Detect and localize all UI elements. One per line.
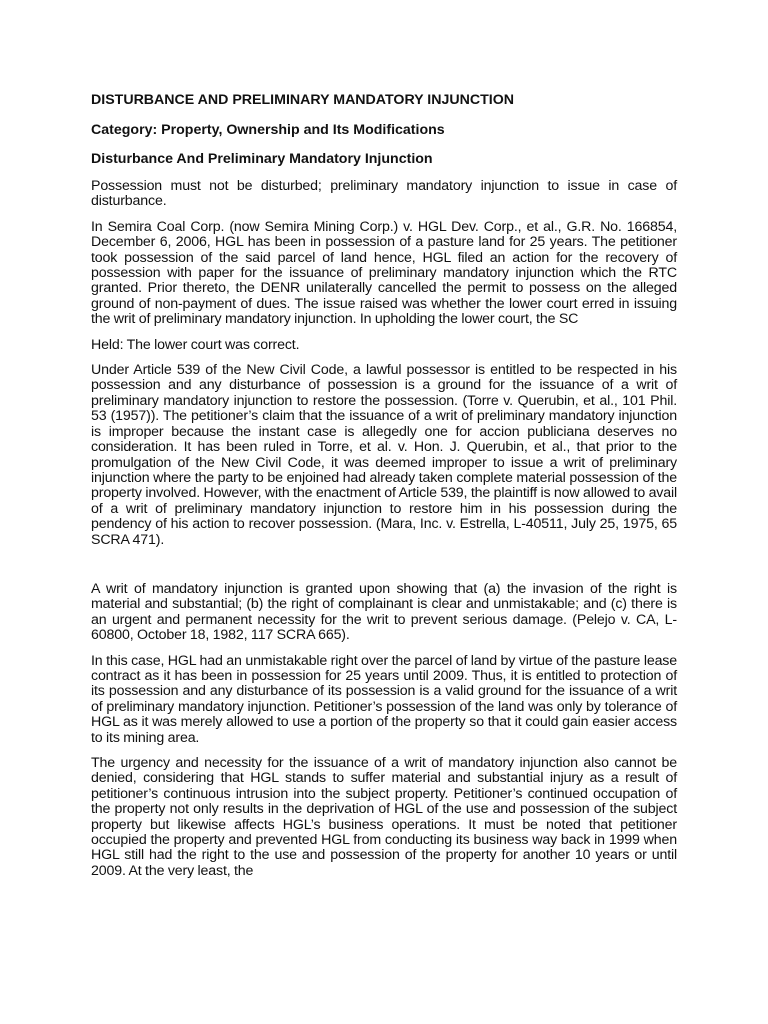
- paragraph-held: Held: The lower court was correct.: [91, 336, 300, 353]
- paragraph-case-facts: In Semira Coal Corp. (now Semira Mining Corp.) v. HGL Dev. Corp., et al., G.R. No. 166854, December 6, 2006, HGL has been in possession of a pasture land for 25 years. The petitioner took possession of the said parcel of land hence, HGL filed an action for the recovery of possession with paper for the issuance of preliminary mandatory injunction which the RTC granted. Prior thereto, the DENR unilaterally cancelled the permit to possess on the alleged ground of non-payment of dues. The issue raised was whether the lower court erred in issuing the writ of preliminary mandatory injunction. In upholding the lower court, the SC: [91, 218, 677, 328]
- paragraph-urgency: The urgency and necessity for the issuance of a writ of mandatory injunction also cannot be denied, considering that HGL stands to suffer material and substantial injury as a result of petitioner’s continuous intrusion into the subject property. Petitioner’s continued occupation of the property not only results in the deprivation of HGL of the use and possession of the subject property but likewise affects HGL’s business operations. It must be noted that petitioner occupied the property and prevented HGL from conducting its business way back in 1999 when HGL still had the right to the use and possession of the property for another 10 years or until 2009. At the very least, the: [91, 755, 677, 879]
- paragraph-gap: [91, 558, 677, 582]
- document-title: DISTURBANCE AND PRELIMINARY MANDATORY INJUNCTION: [91, 92, 515, 108]
- paragraph-summary: Possession must not be disturbed; preliminary mandatory injunction to issue in case of disturbance.: [91, 178, 677, 210]
- document-content: [91, 90, 677, 889]
- paragraph-hgl-right: In this case, HGL had an unmistakable right over the parcel of land by virtue of the pasture lease contract as it has been in possession for 25 years until 2009. Thus, it is entitled to protection of its possession and any disturbance of its possession is a valid ground for the issuance of a writ of preliminary mandatory injunction. Petitioner’s possession of the land was only by tolerance of HGL as it was merely allowed to use a portion of the property so that it could gain easier access to its mining area.: [91, 652, 677, 746]
- document-subtitle: Disturbance And Preliminary Mandatory Injunction: [91, 151, 433, 167]
- paragraph-article-539: Under Article 539 of the New Civil Code, a lawful possessor is entitled to be respected in his possession and any disturbance of possession is a ground for the issuance of a writ of preliminary mandatory injunction to restore the possession. (Torre v. Querubin, et al., 101 Phil. 53 (1957)). The petitioner’s claim that the issuance of a writ of preliminary mandatory injunction is improper because the instant case is allegedly one for accion publiciana deserves no consideration. It has been ruled in Torre, et al. v. Hon. J. Querubin, et al., that prior to the promulgation of the New Civil Code, it was deemed improper to issue a writ of preliminary injunction where the party to be enjoined had already taken complete material possession of the property involved. However, with the enactment of Article 539, the plaintiff is now allowed to avail of a writ of preliminary mandatory injunction to restore him in his possession during the pendency of his action to recover possession. (Mara, Inc. v. Estrella, L-40511, July 25, 1975, 65 SCRA 471).: [91, 362, 677, 548]
- paragraph-writ-requirements: A writ of mandatory injunction is granted upon showing that (a) the invasion of the right is material and substantial; (b) the right of complainant is clear and unmistakable; and (c) there is an urgent and permanent necessity for the writ to prevent serious damage. (Pelejo v. CA, L-60800, October 18, 1982, 117 SCRA 665).: [91, 580, 677, 644]
- document-category: Category: Property, Ownership and Its Modifications: [91, 122, 445, 138]
